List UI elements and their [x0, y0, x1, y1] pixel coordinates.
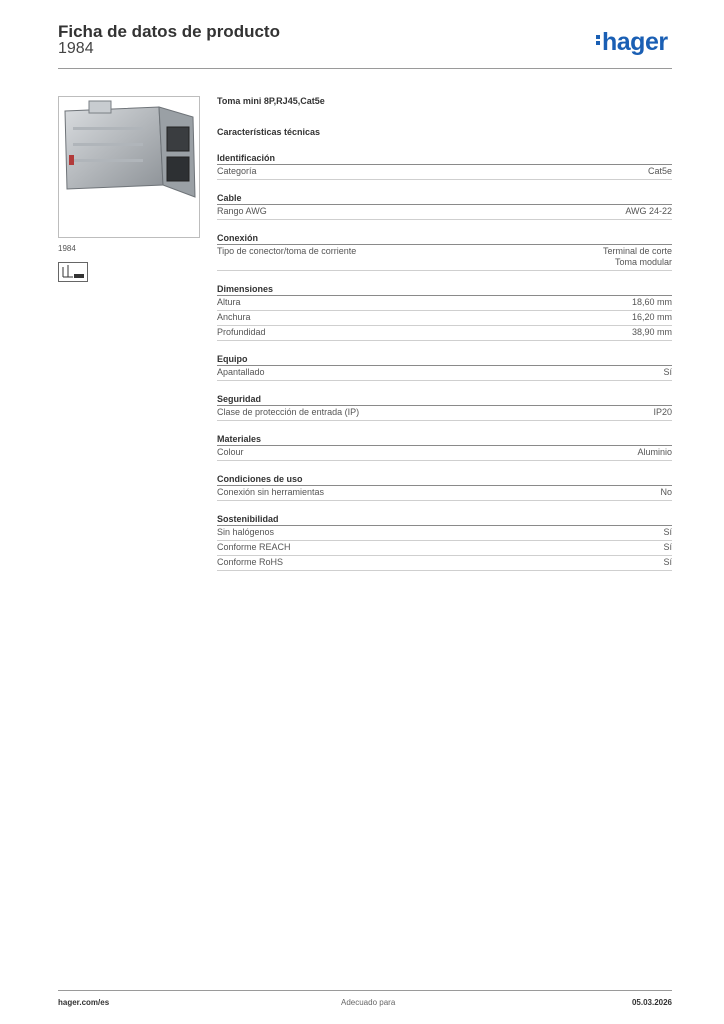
footer-divider: [58, 990, 672, 991]
spec-value: No: [660, 487, 672, 497]
spec-label: Altura: [217, 297, 241, 307]
footer-suitable-for: Adecuado para: [341, 998, 396, 1007]
footer-website[interactable]: hager.com/es: [58, 998, 110, 1007]
spec-label: Conforme RoHS: [217, 557, 284, 567]
spec-row: [217, 406, 672, 421]
spec-group-title: Seguridad: [217, 393, 672, 406]
spec-label: Conforme REACH: [217, 542, 291, 552]
spec-group-title: Equipo: [217, 353, 672, 366]
spec-value: Terminal de corte Toma modular: [602, 246, 672, 267]
spec-value: IP20: [653, 407, 672, 417]
spec-label: Apantallado: [217, 367, 265, 377]
spec-groups: [217, 152, 672, 571]
spec-value: Cat5e: [647, 166, 672, 176]
spec-group: [217, 393, 672, 421]
spec-label: Profundidad: [217, 327, 266, 337]
spec-row: [217, 205, 672, 220]
spec-row: [217, 366, 672, 381]
spec-value: 38,90 mm: [631, 327, 672, 337]
spec-group-title: Condiciones de uso: [217, 473, 672, 486]
spec-label: Rango AWG: [217, 206, 267, 216]
spec-label: Conexión sin herramientas: [217, 487, 325, 497]
spec-value: Aluminio: [637, 447, 672, 457]
spec-row: [217, 486, 672, 501]
hager-logo: [596, 28, 668, 57]
spec-label: Clase de protección de entrada (IP): [217, 407, 360, 417]
spec-row: [217, 556, 672, 571]
spec-row: [217, 245, 672, 271]
cert-mark-icon: [58, 262, 88, 282]
spec-value: AWG 24-22: [625, 206, 672, 216]
logo-dots-icon: [596, 33, 602, 47]
spec-label: Anchura: [217, 312, 251, 322]
spec-row: [217, 165, 672, 180]
spec-row: [217, 296, 672, 311]
spec-group: [217, 283, 672, 341]
spec-label: Colour: [217, 447, 244, 457]
spec-row: [217, 446, 672, 461]
spec-label: Categoría: [217, 166, 257, 176]
spec-value: Sí: [663, 367, 672, 377]
spec-group: [217, 513, 672, 571]
spec-value: Sí: [663, 527, 672, 537]
spec-group: [217, 473, 672, 501]
spec-value: Sí: [663, 542, 672, 552]
rj45-socket-icon: [59, 97, 199, 237]
spec-group-title: Dimensiones: [217, 283, 672, 296]
section-heading: Características técnicas: [217, 127, 321, 137]
header-divider: [58, 68, 672, 69]
spec-value: 16,20 mm: [631, 312, 672, 322]
spec-group: [217, 353, 672, 381]
product-code: 1984: [58, 40, 94, 57]
spec-group: [217, 152, 672, 180]
spec-row: [217, 541, 672, 556]
spec-label: Tipo de conector/toma de corriente: [217, 246, 357, 256]
spec-group-title: Conexión: [217, 232, 672, 245]
spec-group: [217, 433, 672, 461]
page-title: Ficha de datos de producto: [58, 22, 280, 41]
spec-group-title: Sostenibilidad: [217, 513, 672, 526]
spec-value: Sí: [663, 557, 672, 567]
spec-row: [217, 311, 672, 326]
spec-row: [217, 526, 672, 541]
spec-group-title: Cable: [217, 192, 672, 205]
footer-date: 05.03.2026: [631, 998, 672, 1007]
spec-group: [217, 232, 672, 271]
logo-text: hager: [602, 28, 668, 56]
product-details: [217, 96, 672, 571]
spec-group-title: Identificación: [217, 152, 672, 165]
product-name: Toma mini 8P,RJ45,Cat5e: [217, 96, 325, 106]
spec-label: Sin halógenos: [217, 527, 275, 537]
spec-group-title: Materiales: [217, 433, 672, 446]
product-image: [58, 96, 200, 238]
spec-group: [217, 192, 672, 220]
spec-row: [217, 326, 672, 341]
image-caption: 1984: [58, 244, 76, 253]
spec-value: 18,60 mm: [631, 297, 672, 307]
